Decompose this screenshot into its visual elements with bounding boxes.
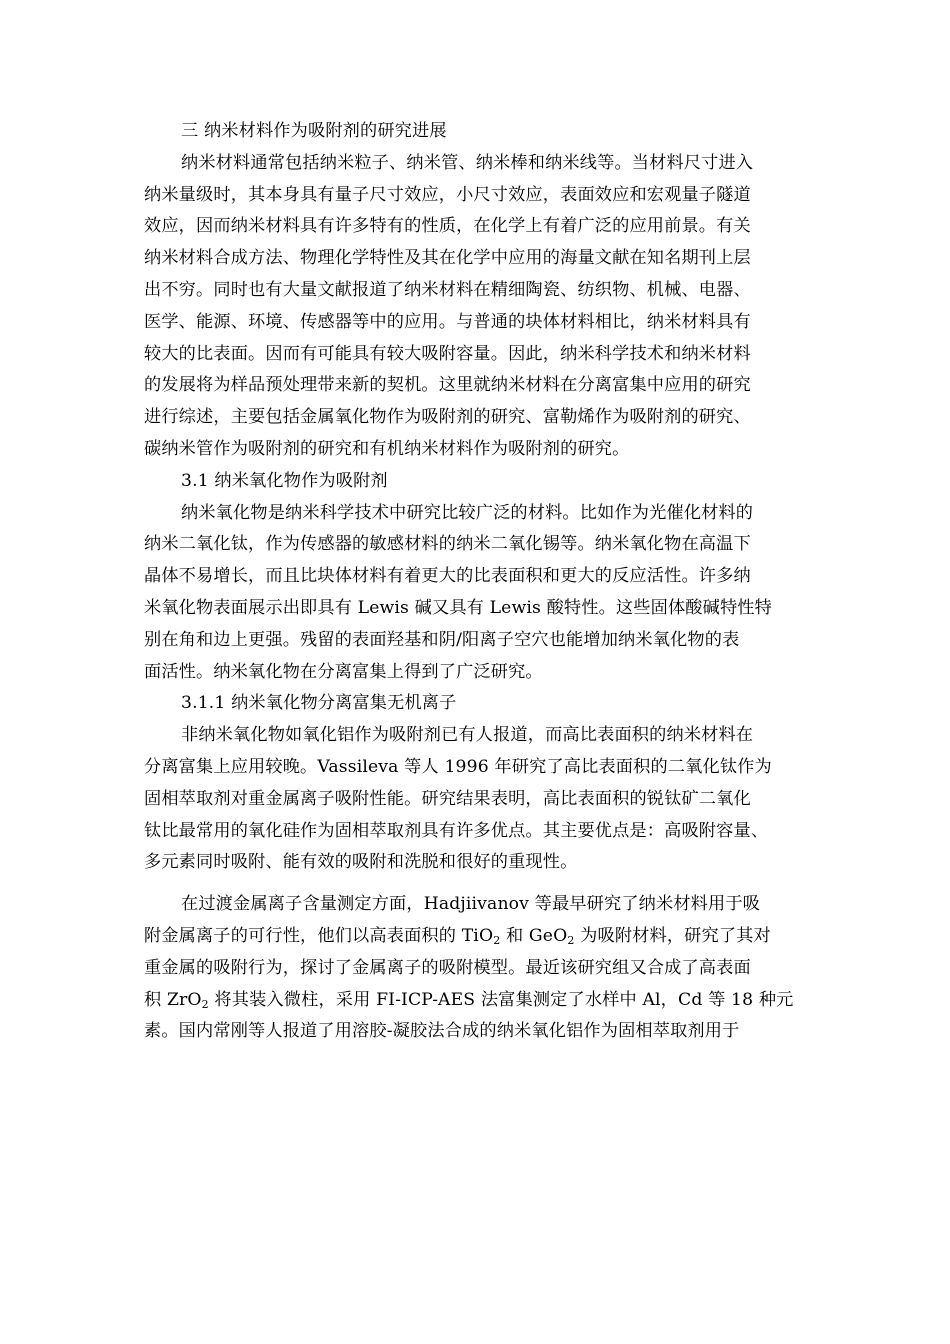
paragraph-line: 进行综述，主要包括金属氧化物作为吸附剂的研究、富勒烯作为吸附剂的研究、: [144, 407, 751, 428]
paragraph-line: 别在角和边上更强。残留的表面羟基和阴/阳离子空穴也能增加纳米氧化物的表: [144, 629, 740, 650]
text-run: 将其装入微柱，采用 FI-ICP-AES 法富集测定了水样中 Al，Cd 等 18 种元: [208, 989, 794, 1010]
paragraph-line: 碳纳米管作为吸附剂的研究和有机纳米材料作为吸附剂的研究。: [144, 438, 630, 459]
paragraph-line: 出不穷。同时也有大量文献报道了纳米材料在精细陶瓷、纺织物、机械、电器、: [144, 279, 751, 300]
paragraph-line: 的发展将为样品预处理带来新的契机。这里就纳米材料在分离富集中应用的研究: [144, 375, 751, 396]
paragraph-line: 纳米量级时，其本身具有量子尺寸效应，小尺寸效应，表面效应和宏观量子隧道: [144, 184, 751, 205]
subsubsection-paragraph-2: [144, 889, 808, 1048]
subsection-heading: 3.1 纳米氧化物作为吸附剂: [181, 470, 388, 491]
subsection-paragraph: [144, 498, 808, 689]
paragraph-line: 素。国内常刚等人报道了用溶胶-凝胶法合成的纳米氧化铝作为固相萃取剂用于: [144, 1021, 740, 1042]
paragraph-line: 分离富集上应用较晚。Vassileva 等人 1996 年研究了高比表面积的二氧化钛作为: [144, 756, 772, 777]
subsubsection-paragraph-1: [144, 720, 808, 879]
paragraph-line: 面活性。纳米氧化物在分离富集上得到了广泛研究。: [144, 661, 543, 682]
text-run: 和 GeO: [500, 925, 568, 946]
paragraph-line: 非纳米氧化物如氧化铝作为吸附剂已有人报道，而高比表面积的纳米材料在: [181, 725, 754, 746]
paragraph-gap: [144, 879, 808, 889]
section-heading: 三 纳米材料作为吸附剂的研究进展: [181, 121, 447, 141]
paragraph-line: 效应，因而纳米材料具有许多特有的性质，在化学上有着广泛的应用前景。有关: [144, 216, 751, 237]
paragraph-line: [144, 985, 808, 1017]
document-body: [144, 116, 808, 1048]
paragraph-line: 纳米材料合成方法、物理化学特性及其在化学中应用的海量文献在知名期刊上层: [144, 248, 751, 269]
paragraph-line: 多元素同时吸附、能有效的吸附和洗脱和很好的重现性。: [144, 852, 578, 873]
subsubsection-heading: 3.1.1 纳米氧化物分离富集无机离子: [181, 693, 457, 714]
paragraph-line: 较大的比表面。因而有可能具有较大吸附容量。因此，纳米科学技术和纳米材料: [144, 343, 751, 364]
text-run: 积 ZrO: [144, 989, 202, 1010]
subscript: 2: [493, 933, 501, 947]
text-run: 为吸附材料，研究了其对: [574, 925, 771, 946]
paragraph-line: 纳米材料通常包括纳米粒子、纳米管、纳米棒和纳米线等。当材料尺寸进入: [181, 152, 754, 173]
paragraph-line: 米氧化物表面展示出即具有 Lewis 碱又具有 Lewis 酸特性。这些固体酸碱特性特: [144, 597, 772, 618]
intro-paragraph: [144, 148, 808, 466]
paragraph-line: 重金属的吸附行为，探讨了金属离子的吸附模型。最近该研究组又合成了高表面: [144, 957, 751, 978]
paragraph-line: 纳米氧化物是纳米科学技术中研究比较广泛的材料。比如作为光催化材料的: [181, 502, 754, 523]
paragraph-line: 晶体不易增长，而且比块体材料有着更大的比表面积和更大的反应活性。许多纳: [144, 566, 751, 587]
paragraph-line: 纳米二氧化钛，作为传感器的敏感材料的纳米二氧化锡等。纳米氧化物在高温下: [144, 534, 751, 555]
subscript: 2: [567, 933, 575, 947]
paragraph-line: 固相萃取剂对重金属离子吸附性能。研究结果表明，高比表面积的锐钛矿二氧化: [144, 788, 751, 809]
paragraph-line: 钛比最常用的氧化硅作为固相萃取剂具有许多优点。其主要优点是：高吸附容量、: [144, 820, 769, 841]
paragraph-line: 医学、能源、环境、传感器等中的应用。与普通的块体材料相比，纳米材料具有: [144, 311, 751, 332]
text-run: 附金属离子的可行性，他们以高表面积的 TiO: [144, 925, 494, 946]
paragraph-line: 在过渡金属离子含量测定方面，Hadjiivanov 等最早研究了纳米材料用于吸: [181, 894, 761, 915]
subscript: 2: [201, 997, 209, 1011]
paragraph-line: [144, 921, 808, 953]
